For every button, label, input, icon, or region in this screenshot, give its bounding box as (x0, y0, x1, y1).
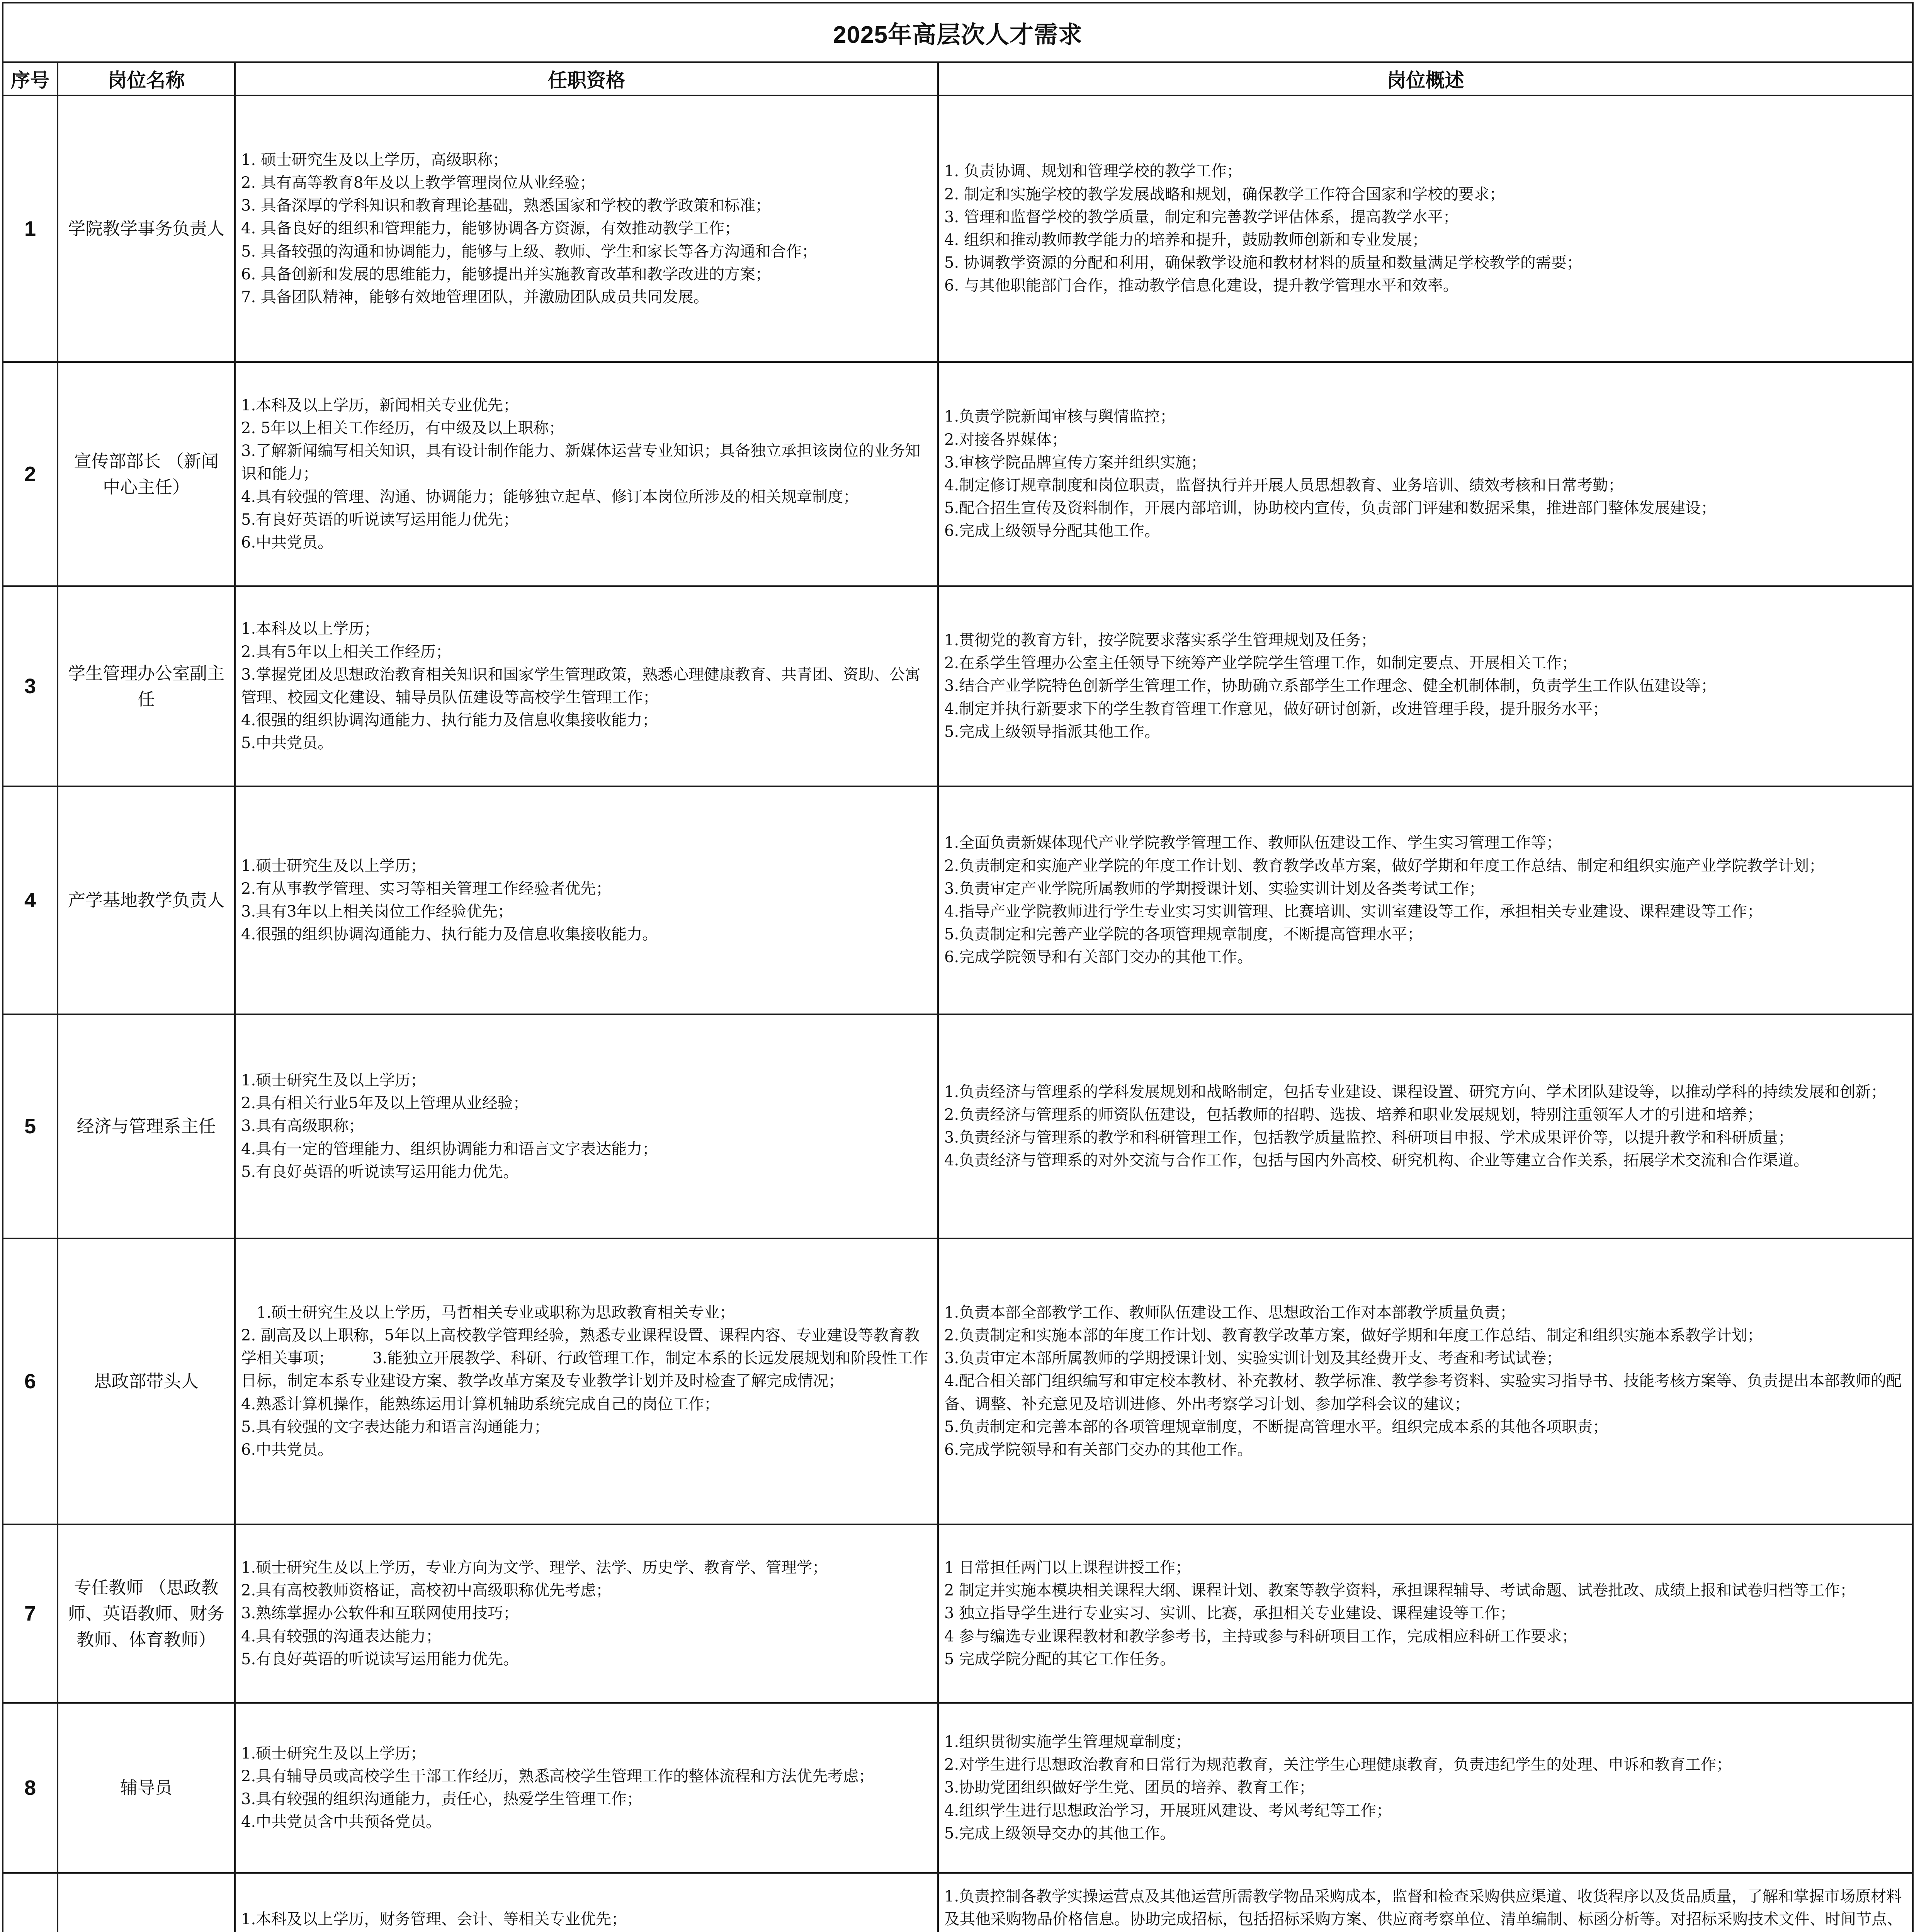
row-requirements: 1.硕士研究生及以上学历； 2.具有相关行业5年及以上管理从业经验； 3.具有高级职称； 4.具有一定的管理能力、组织协调能力和语言文字表达能力； 5.有良好英语的听说读写运用能力优先。 (235, 1014, 938, 1238)
row-no: 4 (3, 786, 58, 1014)
row-requirements: 1.硕士研究生及以上学历； 2.有从事教学管理、实习等相关管理工作经验者优先； 3.具有3年以上相关岗位工作经验优先； 4.很强的组织协调沟通能力、执行能力及信息收集接收能力。 (235, 786, 938, 1014)
table-row (3, 362, 1913, 586)
row-requirements: 1.本科及以上学历，财务管理、会计、等相关专业优先； (235, 1873, 938, 1932)
row-description: 1.组织贯彻实施学生管理规章制度； 2.对学生进行思想政治教育和日常行为规范教育，关注学生心理健康教育，负责违纪学生的处理、申诉和教育工作； 3.协助党团组织做好学生党、团员的培养、教育工作； 4.组织学生进行思想政治学习，开展班风建设、考风考纪等工作； 5.完成上级领导交办的其他工作。 (938, 1703, 1913, 1873)
row-description: 1.负责学院新闻审核与舆情监控； 2.对接各界媒体； 3.审核学院品牌宣传方案并组织实施； 4.制定修订规章制度和岗位职责，监督执行并开展人员思想教育、业务培训、绩效考核和日常考勤； 5.配合招生宣传及资料制作，开展内部培训，协助校内宣传，负责部门评建和数据采集，推进部门整体发展建设； 6.完成上级领导分配其他工作。 (938, 362, 1913, 586)
row-position: 专任教师 （思政教师、英语教师、财务教师、体育教师） (58, 1524, 235, 1703)
row-position: 辅导员 (58, 1703, 235, 1873)
row-no: 7 (3, 1524, 58, 1703)
row-no: 6 (3, 1238, 58, 1524)
row-description: 1.全面负责新媒体现代产业学院教学管理工作、教师队伍建设工作、学生实习管理工作等； 2.负责制定和实施产业学院的年度工作计划、教育教学改革方案，做好学期和年度工作总结、制定和组织实施产业学院教学计划； 3.负责审定产业学院所属教师的学期授课计划、实验实训计划及各类考试工作； 4.指导产业学院教师进行学生专业实习实训管理、比赛培训、实训室建设等工作，承担相关专业建设、课程建设等工作； 5.负责制定和完善产业学院的各项管理规章制度，不断提高管理水平； 6.完成学院领导和有关部门交办的其他工作。 (938, 786, 1913, 1014)
row-requirements: 1.本科及以上学历； 2.具有5年以上相关工作经历； 3.掌握党团及思想政治教育相关知识和国家学生管理政策，熟悉心理健康教育、共青团、资助、公寓管理、校园文化建设、辅导员队伍建设等高校学生管理工作； 4.很强的组织协调沟通能力、执行能力及信息收集接收能力； 5.中共党员。 (235, 586, 938, 786)
row-description: 1 日常担任两门以上课程讲授工作； 2 制定并实施本模块相关课程大纲、课程计划、教案等教学资料，承担课程辅导、考试命题、试卷批改、成绩上报和试卷归档等工作； 3 独立指导学生进行专业实习、实训、比赛，承担相关专业建设、课程建设等工作； 4 参与编选专业课程教材和教学参考书，主持或参与科研项目工作，完成相应科研工作要求； 5 完成学院分配的其它工作任务。 (938, 1524, 1913, 1703)
row-description: 1.负责本部全部教学工作、教师队伍建设工作、思想政治工作对本部教学质量负责； 2.负责制定和实施本部的年度工作计划、教育教学改革方案，做好学期和年度工作总结、制定和组织实施本系教学计划； 3.负责审定本部所属教师的学期授课计划、实验实训计划及其经费开支、考查和考试试卷； 4.配合相关部门组织编写和审定校本教材、补充教材、教学标准、教学参考资料、实验实习指导书、技能考核方案等、负责提出本部教师的配备、调整、补充意见及培训进修、外出考察学习计划、参加学科会议的建议； 5.负责制定和完善本部的各项管理规章制度，不断提高管理水平。组织完成本系的其他各项职责； 6.完成学院领导和有关部门交办的其他工作。 (938, 1238, 1913, 1524)
row-no: 1 (3, 95, 58, 362)
row-position: 学生管理办公室副主任 (58, 586, 235, 786)
row-description: 1.负责经济与管理系的学科发展规划和战略制定，包括专业建设、课程设置、研究方向、学术团队建设等，以推动学科的持续发展和创新； 2.负责经济与管理系的师资队伍建设，包括教师的招聘、选拔、培养和职业发展规划，特别注重领军人才的引进和培养； 3.负责经济与管理系的教学和科研管理工作，包括教学质量监控、科研项目申报、学术成果评价等，以提升教学和科研质量； 4.负责经济与管理系的对外交流与合作工作，包括与国内外高校、研究机构、企业等建立合作关系，拓展学术交流和合作渠道。 (938, 1014, 1913, 1238)
talent-demand-table (2, 2, 1914, 1932)
table-row (3, 1703, 1913, 1873)
row-no: 5 (3, 1014, 58, 1238)
table-row (3, 1014, 1913, 1238)
header-no: 序号 (3, 62, 58, 95)
table-body (3, 95, 1913, 1932)
row-position: 产学基地教学负责人 (58, 786, 235, 1014)
row-requirements: 1.本科及以上学历，新闻相关专业优先； 2. 5年以上相关工作经历，有中级及以上职称； 3.了解新闻编写相关知识，具有设计制作能力、新媒体运营专业知识；具备独立承担该岗位的业务知识和能力； 4.具有较强的管理、沟通、协调能力；能够独立起草、修订本岗位所涉及的相关规章制度； 5.有良好英语的听说读写运用能力优先； 6.中共党员。 (235, 362, 938, 586)
row-requirements: 1.硕士研究生及以上学历，马哲相关专业或职称为思政教育相关专业； 2. 副高及以上职称，5年以上高校教学管理经验，熟悉专业课程设置、课程内容、专业建设等教育教学相关事项； 3.能独立开展教学、科研、行政管理工作，制定本系的长远发展规划和阶段性工作目标，制定本系专业建设方案、教学改革方案及专业教学计划并及时检查了解完成情况； 4.熟悉计算机操作，能熟练运用计算机辅助系统完成自己的岗位工作； 5.具有较强的文字表达能力和语言沟通能力； 6.中共党员。 (235, 1238, 938, 1524)
row-position: 学院教学事务负责人 (58, 95, 235, 362)
document-sheet (2, 2, 1912, 1932)
row-requirements: 1.硕士研究生及以上学历； 2.具有辅导员或高校学生干部工作经历，熟悉高校学生管理工作的整体流程和方法优先考虑； 3.具有较强的组织沟通能力，责任心，热爱学生管理工作； 4.中共党员含中共预备党员。 (235, 1703, 938, 1873)
header-description: 岗位概述 (938, 62, 1913, 95)
row-description: 1.贯彻党的教育方针，按学院要求落实系学生管理规划及任务； 2.在系学生管理办公室主任领导下统筹产业学院学生管理工作，如制定要点、开展相关工作； 3.结合产业学院特色创新学生管理工作，协助确立系部学生工作理念、健全机制体制，负责学生工作队伍建设等； 4.制定并执行新要求下的学生教育管理工作意见，做好研讨创新，改进管理手段，提升服务水平； 5.完成上级领导指派其他工作。 (938, 586, 1913, 786)
row-position: 思政部带头人 (58, 1238, 235, 1524)
row-no: 3 (3, 586, 58, 786)
table-title: 2025年高层次人才需求 (3, 3, 1913, 62)
row-position: 宣传部部长 （新闻中心主任） (58, 362, 235, 586)
row-no: 8 (3, 1703, 58, 1873)
header-row (3, 62, 1913, 95)
row-position: 经济与管理系主任 (58, 1014, 235, 1238)
table-row (3, 786, 1913, 1014)
row-position (58, 1873, 235, 1932)
table-row (3, 95, 1913, 362)
table-row (3, 1873, 1913, 1932)
row-no (3, 1873, 58, 1932)
header-requirements: 任职资格 (235, 62, 938, 95)
row-description: 1. 负责协调、规划和管理学校的教学工作； 2. 制定和实施学校的教学发展战略和规划，确保教学工作符合国家和学校的要求； 3. 管理和监督学校的教学质量，制定和完善教学评估体系，提高教学水平； 4. 组织和推动教师教学能力的培养和提升，鼓励教师创新和专业发展； 5. 协调教学资源的分配和利用，确保教学设施和教材材料的质量和数量满足学校教学的需要； 6. 与其他职能部门合作，推动教学信息化建设，提升教学管理水平和效率。 (938, 95, 1913, 362)
row-description: 1.负责控制各教学实操运营点及其他运营所需教学物品采购成本，监督和检查采购供应渠道、收货程序以及货品质量，了解和掌握市场原材料及其他采购物品价格信息。协助完成招标，包括招标采购方案、供应商考察单位、清单编制、标函分析等。对招标采购技术文件、时间节点、 (938, 1873, 1913, 1932)
header-position: 岗位名称 (58, 62, 235, 95)
row-requirements: 1. 硕士研究生及以上学历，高级职称； 2. 具有高等教育8年及以上教学管理岗位从业经验； 3. 具备深厚的学科知识和教育理论基础，熟悉国家和学校的教学政策和标准； 4. 具备良好的组织和管理能力，能够协调各方资源，有效推动教学工作； 5. 具备较强的沟通和协调能力，能够与上级、教师、学生和家长等各方沟通和合作； 6. 具备创新和发展的思维能力，能够提出并实施教育改革和教学改进的方案； 7. 具备团队精神，能够有效地管理团队，并激励团队成员共同发展。 (235, 95, 938, 362)
row-no: 2 (3, 362, 58, 586)
table-row (3, 586, 1913, 786)
row-requirements: 1.硕士研究生及以上学历，专业方向为文学、理学、法学、历史学、教育学、管理学； 2.具有高校教师资格证，高校初中高级职称优先考虑； 3.熟练掌握办公软件和互联网使用技巧； 4.具有较强的沟通表达能力； 5.有良好英语的听说读写运用能力优先。 (235, 1524, 938, 1703)
table-row (3, 1238, 1913, 1524)
table-row (3, 1524, 1913, 1703)
